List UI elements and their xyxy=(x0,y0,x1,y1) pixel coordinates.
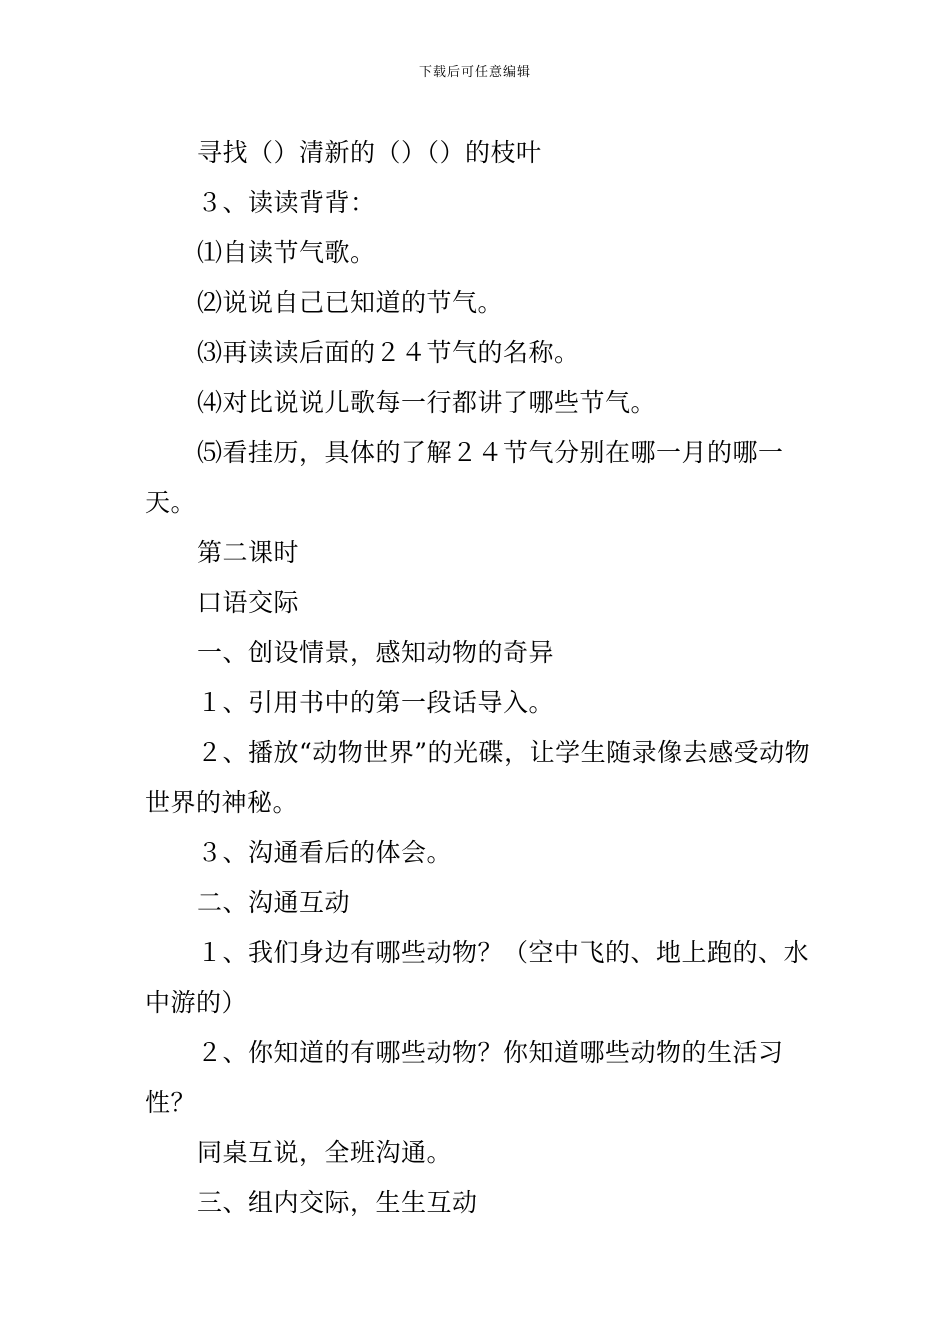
paragraph-section-two: 二、沟通互动 xyxy=(197,888,351,917)
paragraph-step-1: ⑴自读节气歌。 xyxy=(197,238,376,267)
paragraph-section-three: 三、组内交际，生生互动 xyxy=(197,1188,478,1217)
paragraph-step-4: ⑷对比说说儿歌每一行都讲了哪些节气。 xyxy=(197,388,657,417)
document-body xyxy=(145,128,815,1228)
paragraph-deskmate-share: 同桌互说，全班沟通。 xyxy=(197,1138,453,1167)
paragraph-second-lesson: 第二课时 xyxy=(197,538,300,567)
paragraph-step-3: ⑶再读读后面的２４节气的名称。 xyxy=(197,338,580,367)
paragraph-section-one: 一、创设情景，感知动物的奇异 xyxy=(197,638,555,667)
paragraph-read-recite-heading: ３、读读背背： xyxy=(197,188,376,217)
paragraph-step-2: ⑵说说自己已知道的节气。 xyxy=(197,288,504,317)
page-header: 下载后可任意编辑 xyxy=(418,65,531,80)
paragraph-step-5: ⑸看挂历，具体的了解２４节气分别在哪一月的哪一天。 xyxy=(145,438,784,517)
paragraph-item-1: １、引用书中的第一段话导入。 xyxy=(197,688,555,717)
paragraph-item-1b: １、我们身边有哪些动物？（空中飞的、地上跑的、水中游的） xyxy=(145,938,810,1017)
paragraph-item-3: ３、沟通看后的体会。 xyxy=(197,838,453,867)
paragraph-item-2b: ２、你知道的有哪些动物？你知道哪些动物的生活习性？ xyxy=(145,1038,784,1117)
paragraph-oral-communication: 口语交际 xyxy=(197,588,300,617)
paragraph-fill-blank: 寻找（）清新的（）（）的枝叶 xyxy=(197,138,542,167)
paragraph-item-2: ２、播放“动物世界”的光碟，让学生随录像去感受动物世界的神秘。 xyxy=(145,738,811,817)
